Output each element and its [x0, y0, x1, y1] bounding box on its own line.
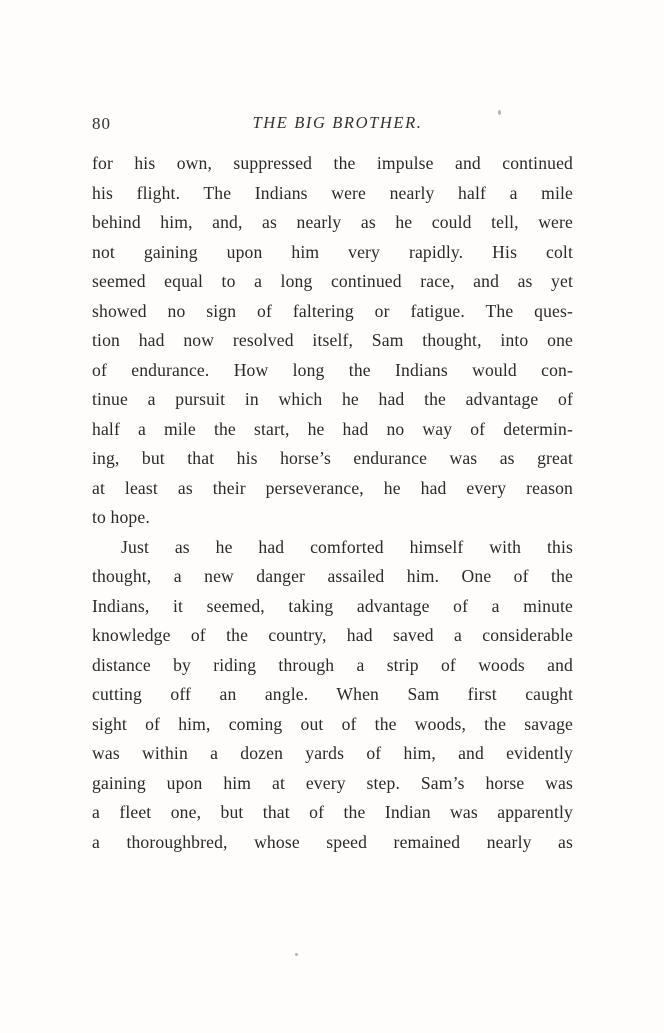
- text-line: thought, a new danger assailed him. One of the: [92, 566, 573, 586]
- text-line: behind him, and, as nearly as he could tell, were: [92, 212, 573, 232]
- text-line: for his own, suppressed the impulse and continued: [92, 153, 573, 173]
- text-line: cutting off an angle. When Sam first caught: [92, 684, 573, 704]
- text-line: of endurance. How long the Indians would con-: [92, 359, 573, 380]
- text-line: his flight. The Indians were nearly half a mile: [92, 182, 573, 203]
- text-line: seemed equal to a long continued race, and as yet: [92, 271, 573, 291]
- text-line: Just as he had comforted himself with this: [121, 536, 573, 557]
- text-line: a fleet one, but that of the Indian was apparently: [92, 802, 573, 822]
- text-line: at least as their perseverance, he had every reason: [92, 477, 573, 498]
- text-line: distance by riding through a strip of woods and: [92, 654, 573, 675]
- text-line: to hope.: [92, 507, 150, 527]
- text-line: knowledge of the country, had saved a considerable: [92, 625, 573, 645]
- text-line: half a mile the start, he had no way of determin-: [92, 418, 573, 439]
- running-head: [92, 113, 573, 139]
- scan-artifact: [498, 110, 501, 115]
- text-line: was within a dozen yards of him, and evidently: [92, 743, 573, 763]
- text-line: showed no sign of faltering or fatigue. The ques-: [92, 300, 573, 321]
- scan-artifact: [295, 953, 298, 956]
- text-line: sight of him, coming out of the woods, the savage: [92, 713, 573, 734]
- page-number: 80: [92, 114, 111, 133]
- text-line: tion had now resolved itself, Sam thought, into one: [92, 330, 573, 350]
- text-line: ing, but that his horse’s endurance was as great: [92, 448, 573, 468]
- text-line: Indians, it seemed, taking advantage of a minute: [92, 595, 573, 616]
- text-line: tinue a pursuit in which he had the advantage of: [92, 389, 573, 409]
- text-line: not gaining upon him very rapidly. His colt: [92, 241, 573, 262]
- text-line: a thoroughbred, whose speed remained nearly as: [92, 831, 573, 852]
- text-block: [92, 149, 573, 857]
- page-header-title: THE BIG BROTHER.: [252, 113, 423, 132]
- text-line: gaining upon him at every step. Sam’s horse was: [92, 772, 573, 793]
